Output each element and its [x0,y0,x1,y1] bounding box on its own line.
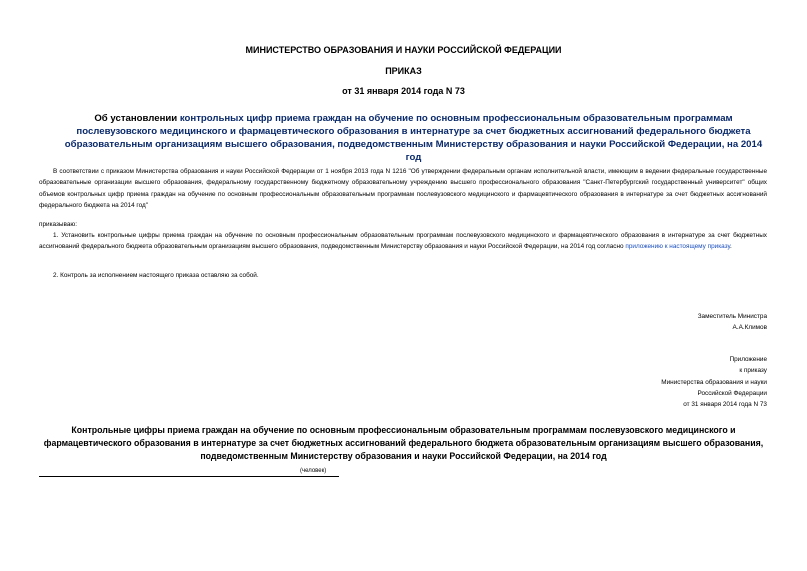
ministry-heading: МИНИСТЕРСТВО ОБРАЗОВАНИЯ И НАУКИ РОССИЙСКОЙ ФЕДЕРАЦИИ [245,45,562,55]
appendix-line: Российской Федерации [697,389,767,397]
order-date-number: от 31 января 2014 года N 73 [342,86,465,96]
appendix-line: Министерства образования и науки [661,378,767,386]
appendix-link[interactable]: приложению к настоящему приказу [625,243,731,251]
appendix-line: Приложение [729,356,767,363]
table-top-rule [39,476,339,477]
appendix-line: к приказу [739,367,767,375]
appendix-line: от 31 января 2014 года N 73 [683,401,767,409]
unit-label: (человек) [300,468,327,474]
document-type: ПРИКАЗ [385,66,422,76]
order-title-text: контрольных цифр приема граждан на обучение по основным профессиональным образовательным программам послевузовского медицинского и фармацевтического образования в интернатуре за счет бюджетных ассигнований федерального бюджета образовательным организациям высшего образования, подведомственным Министерству образования и науки Российской Федерации, на 2014 год [64,113,763,163]
signatory-position: Заместитель Министра [697,313,767,320]
order-title [60,112,767,164]
annex-title: Контрольные цифры приема граждан на обучение по основным профессиональным образовательным программам послевузовского медицинского и фармацевтического образования в интернатуре за счет бюджетных ассигнований федерального бюджета образовательным организациям высшего образования, подведомственным Министерству образования и науки Российской Федерации, на 2014 год [43,425,764,461]
order-word: приказываю: [39,221,77,228]
order-title-prefix: Об установлении [94,113,180,124]
signature-block [698,311,767,334]
item-2-paragraph: 2. Контроль за исполнением настоящего приказа оставляю за собой. [53,272,259,279]
item-1-text: 1. Установить контрольные цифры приема граждан на обучение по основным профессиональным образовательным программам послевузовского медицинского и фармацевтического образования в интернатуре за счет бюджетных ассигнований федерального бюджета образовательным организациям высшего образования, подведомственным Министерству образования и науки Российской Федерации, на 2014 год согласно [39,232,767,251]
signatory-name: А.А.Климов [732,324,767,332]
appendix-header [661,354,767,410]
item-1-paragraph [39,230,767,253]
item-1-end: . [730,243,732,251]
preamble-paragraph: В соответствии с приказом Министерства образования и науки Российской Федерации от 1 ноября 2013 года N 1216 "Об утверждении федеральным органам исполнительной власти, имеющим в ведении федеральные государственные образовательные организации высшего образования, федеральному государственному бюджетному образовательному учреждению высшего профессионального образования "Санкт-Петербургский государственный университет" общих объемов контрольных цифр приема граждан на обучение по основным профессиональным образовательным программам послевузовского медицинского и фармацевтического образования в интернатуре за счет бюджетных ассигнований федерального бюджета на 2014 год" [39,168,767,209]
